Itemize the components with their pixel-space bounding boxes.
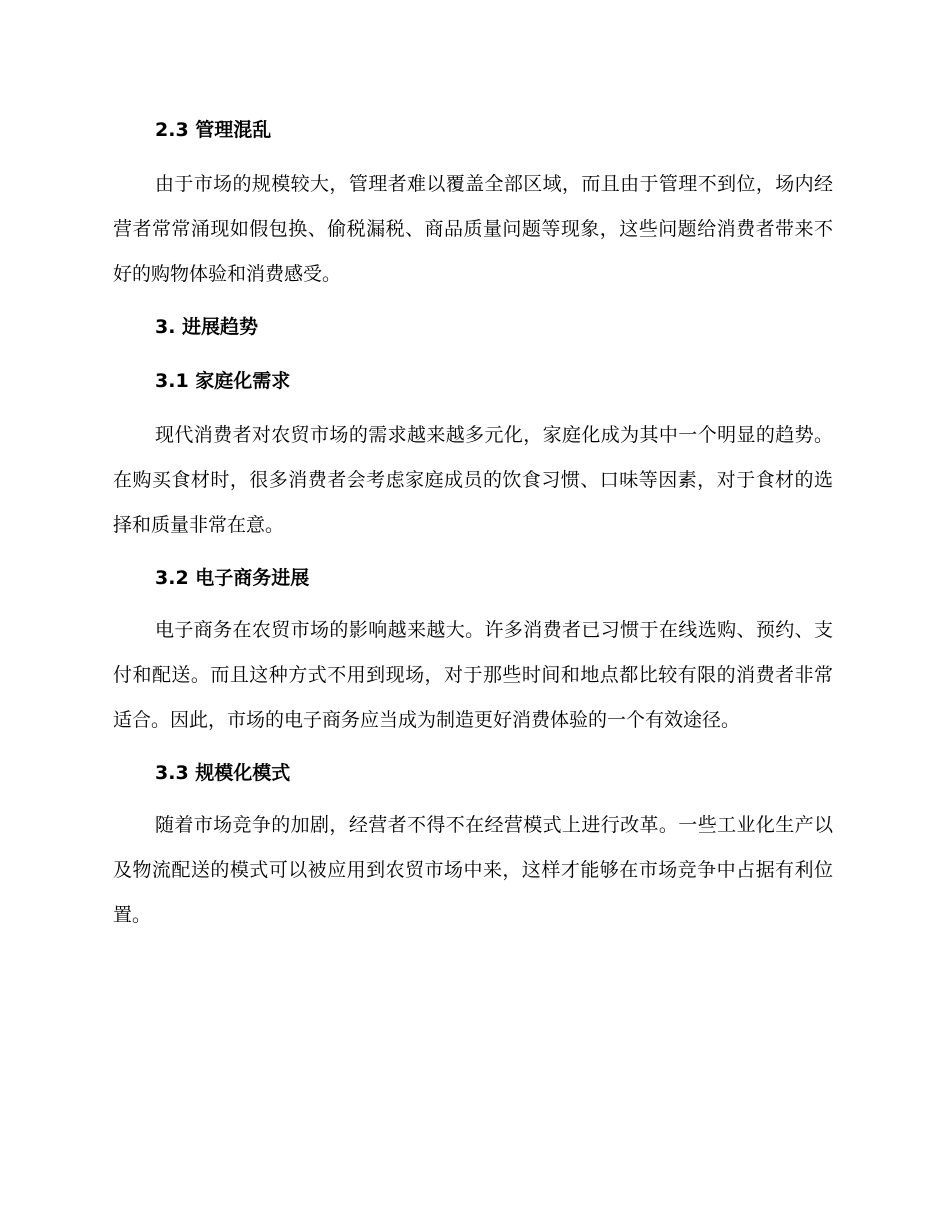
section-heading-3-2: 3.2 电子商务进展 bbox=[155, 567, 310, 589]
section-paragraph-3-3: 随着市场竞争的加剧，经营者不得不在经营模式上进行改革。一些工业化生产以及物流配送的模式可以被应用到农贸市场中来，这样才能够在市场竞争中占据有利位置。 bbox=[113, 814, 833, 926]
section-paragraph-3-1: 现代消费者对农贸市场的需求越来越多元化，家庭化成为其中一个明显的趋势。在购买食材时，很多消费者会考虑家庭成员的饮食习惯、口味等因素，对于食材的选择和质量非常在意。 bbox=[113, 424, 833, 536]
document-body bbox=[113, 112, 833, 938]
section-heading-3-3: 3.3 规模化模式 bbox=[155, 762, 291, 784]
section-paragraph-2-3: 由于市场的规模较大，管理者难以覆盖全部区域，而且由于管理不到位，场内经营者常常涌现如假包换、偷税漏税、商品质量问题等现象，这些问题给消费者带来不好的购物体验和消费感受。 bbox=[113, 173, 833, 285]
section-paragraph-3-2: 电子商务在农贸市场的影响越来越大。许多消费者已习惯于在线选购、预约、支付和配送。而且这种方式不用到现场，对于那些时间和地点都比较有限的消费者非常适合。因此，市场的电子商务应当成为制造更好消费体验的一个有效途径。 bbox=[113, 619, 833, 731]
section-heading-3-1: 3.1 家庭化需求 bbox=[155, 370, 291, 392]
section-heading-3: 3. 进展趋势 bbox=[155, 316, 259, 338]
section-heading-2-3: 2.3 管理混乱 bbox=[155, 119, 272, 141]
